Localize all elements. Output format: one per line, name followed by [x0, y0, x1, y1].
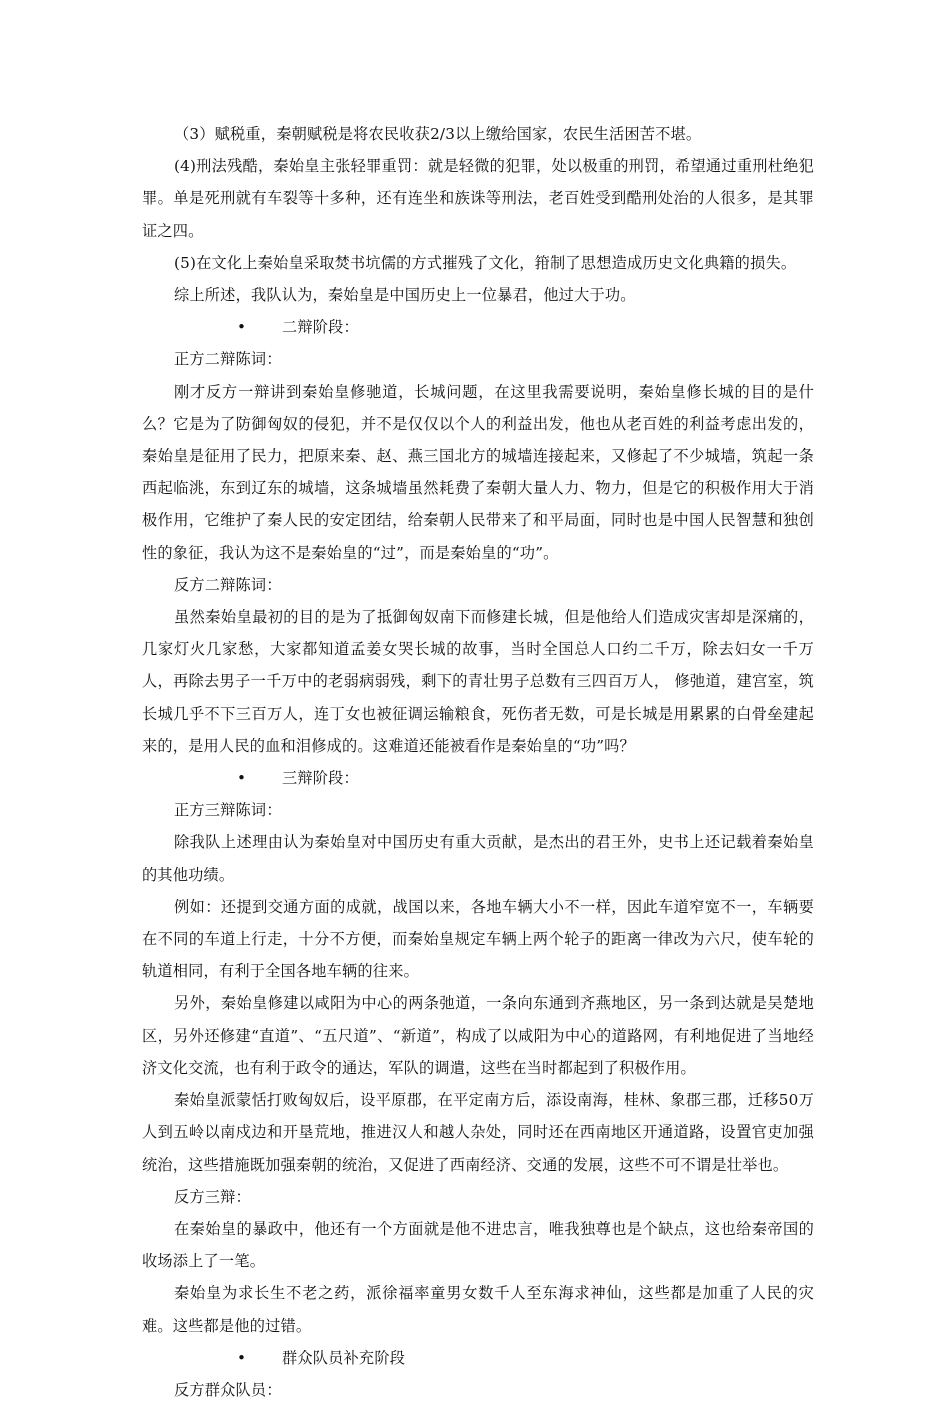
speaker-label-pro-third: 正方三辩陈词：: [174, 801, 282, 820]
paragraph-con-third-immortality: 秦始皇为求长生不老之药，派徐福率童男女数千人至东海求神仙，这些都是加重了人民的灾难。这些都是他的过错。: [142, 1284, 814, 1335]
paragraph-tax: （3）赋税重，秦朝赋税是将农民收获2/3以上缴给国家，农民生活困苦不堪。: [174, 125, 702, 143]
bullet-icon: •: [237, 318, 247, 337]
paragraph-pro-third-intro: 除我队上述理由认为秦始皇对中国历史有重大贡献，是杰出的君王外，史书上还记载着秦始皇的其他功绩。: [142, 833, 814, 884]
section-heading-second-debate: [142, 311, 814, 343]
speaker-label-con-audience: 反方群众队员：: [174, 1380, 282, 1399]
paragraph-con-third-advice: 在秦始皇的暴政中，他还有一个方面就是他不进忠言，唯我独尊也是个缺点，这也给秦帝国的收场添上了一笔。: [142, 1219, 814, 1271]
section-heading-audience: [142, 1342, 814, 1374]
section-heading-text: 二辩阶段：: [282, 318, 359, 337]
paragraph-book-burning: (5)在文化上秦始皇采取焚书坑儒的方式摧残了文化，箝制了思想造成历史文化典籍的损失。: [174, 253, 797, 272]
paragraph-pro-second-statement: 刚才反方一辩讲到秦始皇修驰道，长城问题，在这里我需要说明，秦始皇修长城的目的是什么？它是为了防御匈奴的侵犯，并不是仅仅以个人的利益出发，他也从老百姓的利益考虑出发的，秦始皇是征用了民力，把原来秦、赵、燕三国北方的城墙连接起来，又修起了不少城墙，筑起一条西起临洮，东到辽东的城墙，这条城墙虽然耗费了秦朝大量人力、物力，但是它的积极作用大于消极作用，它维护了秦人民的安定团结，给秦朝人民带来了和平局面，同时也是中国人民智慧和独创性的象征，我认为这不是秦始皇的“过”，而是秦始皇的“功”。: [142, 382, 814, 562]
paragraph-pro-third-roads: 另外，秦始皇修建以咸阳为中心的两条弛道，一条向东通到齐燕地区，另一条到达就是吴楚地区，另外还修建“直道”、“五尺道”、“新道”，构成了以咸阳为中心的道路网，有利地促进了当地经济文化交流，也有利于政令的通达，军队的调遣，这些在当时都起到了积极作用。: [142, 994, 814, 1077]
paragraph-pro-third-transport: 例如：还提到交通方面的成就，战国以来，各地车辆大小不一样，因此车道窄宽不一，车辆要在不同的车道上行走，十分不方便，而秦始皇规定车辆上两个轮子的距离一律改为六尺，使车轮的轨道相同，有利于全国各地车辆的往来。: [142, 897, 814, 981]
paragraph-con-second-statement: 虽然秦始皇最初的目的是为了抵御匈奴南下而修建长城，但是他给人们造成灾害却是深痛的，几家灯火几家愁，大家都知道孟姜女哭长城的故事，当时全国总人口约二千万，除去妇女一千万人，再除去男子一千万中的老弱病弱残，剩下的青壮男子总数有三四百万人， 修弛道，建宫室，筑长城几乎不下三百万人，连丁女也被征调运输粮食，死伤者无数，可是长城是用累累的白骨垒建起来的，是用人民的血和泪修成的。这难道还能被看作是秦始皇的“功”吗？: [142, 608, 814, 755]
section-heading-third-debate: [142, 762, 814, 794]
speaker-label-pro-second: 正方二辩陈词：: [174, 350, 282, 369]
section-heading-text: 三辩阶段：: [282, 769, 359, 788]
bullet-icon: •: [237, 1348, 247, 1367]
bullet-icon: •: [237, 769, 247, 788]
section-heading-text: 群众队员补充阶段: [282, 1348, 406, 1367]
paragraph-harsh-law: (4)刑法残酷，秦始皇主张轻罪重罚：就是轻微的犯罪，处以极重的刑罚，希望通过重刑杜绝犯罪。单是死刑就有车裂等十多种，还有连坐和族诛等刑法，老百姓受到酷刑处治的人很多，是其罪证之四。: [142, 157, 814, 240]
paragraph-pro-third-south: 秦始皇派蒙恬打败匈奴后，设平原郡，在平定南方后，添设南海，桂林、象郡三郡，迁移50万人到五岭以南戍边和开垦荒地，推进汉人和越人杂处，同时还在西南地区开通道路，设置官吏加强统治，这些措施既加强秦朝的统治，又促进了西南经济、交通的发展，这些不可不谓是壮举也。: [142, 1091, 814, 1174]
speaker-label-con-third: 反方三辩：: [174, 1187, 251, 1206]
paragraph-conclusion: 综上所述，我队认为，秦始皇是中国历史上一位暴君，他过大于功。: [174, 286, 636, 305]
speaker-label-con-second: 反方二辩陈词：: [174, 575, 282, 594]
